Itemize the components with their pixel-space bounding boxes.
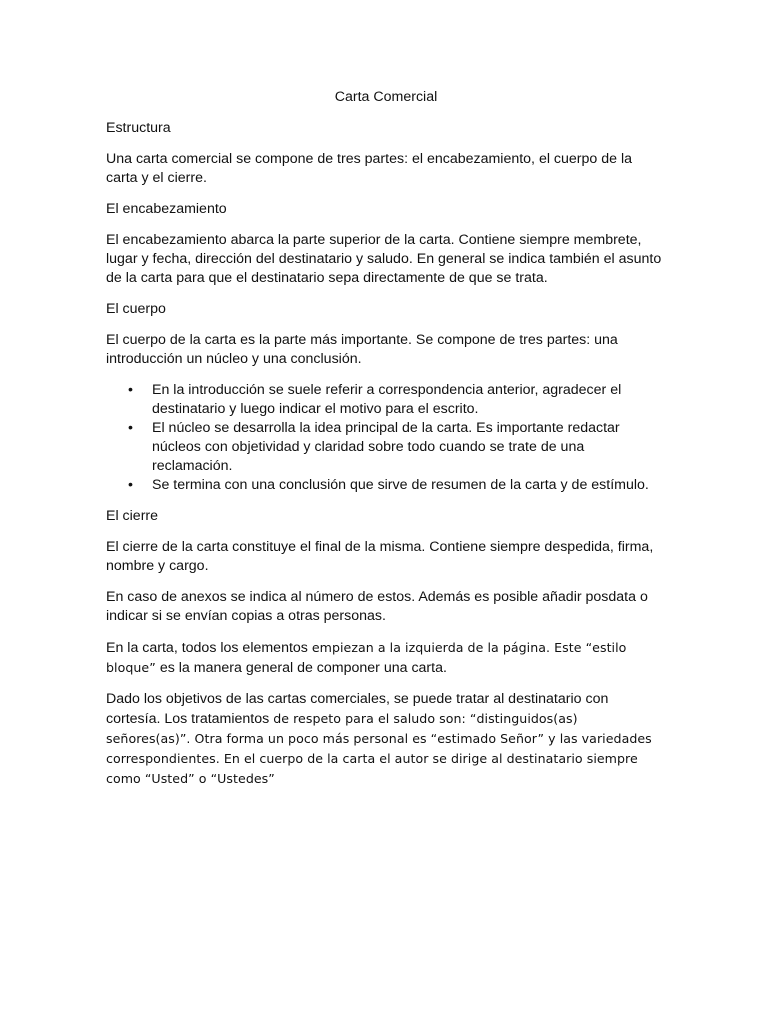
paragraph-tratamiento xyxy=(106,690,666,789)
paragraph-tratamiento-part-1: Dado los objetivos de las cartas comerciales, se puede tratar al destinatario con cortesía. Los tratamientos xyxy=(106,691,609,727)
paragraph-estilo-part-1: En la carta, todos los elementos xyxy=(106,640,312,656)
paragraph-estilo-part-2: empiezan a la izquierda de la página. Este “estilo bloque” xyxy=(106,640,627,675)
bullet-icon: • xyxy=(128,477,133,493)
paragraph-cuerpo: El cuerpo de la carta es la parte más importante. Se compone de tres partes: una introducción un núcleo y una conclusión. xyxy=(106,332,618,367)
paragraph-cierre: El cierre de la carta constituye el final de la misma. Contiene siempre despedida, firma, nombre y cargo. xyxy=(106,539,654,574)
list-item-text: El núcleo se desarrolla la idea principal de la carta. Es importante redactar núcleos con objetividad y claridad sobre todo cuando se trate de una reclamación. xyxy=(152,420,620,474)
list-item-text: En la introducción se suele referir a correspondencia anterior, agradecer el destinatario y luego indicar el motivo para el escrito. xyxy=(152,382,622,417)
heading-cuerpo: El cuerpo xyxy=(106,301,166,317)
paragraph-estructura: Una carta comercial se compone de tres partes: el encabezamiento, el cuerpo de la carta y el cierre. xyxy=(106,151,633,186)
list-item xyxy=(106,476,666,495)
bullet-icon: • xyxy=(128,420,133,436)
bullet-list xyxy=(106,381,666,495)
paragraph-encabezamiento: El encabezamiento abarca la parte superior de la carta. Contiene siempre membrete, lugar y fecha, dirección del destinatario y saludo. En general se indica también el asunto de la carta para que el destinatario sepa directamente de que se trata. xyxy=(106,232,662,286)
list-item xyxy=(106,381,666,419)
paragraph-estilo-part-3: es la manera general de componer una carta. xyxy=(159,660,447,676)
bullet-icon: • xyxy=(128,382,133,398)
heading-cierre: El cierre xyxy=(106,508,159,524)
paragraph-estilo-bloque xyxy=(106,638,666,678)
list-item-text: Se termina con una conclusión que sirve de resumen de la carta y de estímulo. xyxy=(152,477,649,493)
document-title: Carta Comercial xyxy=(334,89,438,105)
paragraph-tratamiento-part-2: de respeto para el saludo son: “distinguidos(as) señores(as)”. Otra forma un poco más personal es “estimado Señor” y las variedades correspondientes. En el cuerpo de la carta el autor se dirige al destinatario siempre como “Usted” o “Ustedes” xyxy=(106,711,652,786)
list-item xyxy=(106,419,666,476)
heading-encabezamiento: El encabezamiento xyxy=(106,201,227,217)
document-body xyxy=(106,88,666,801)
paragraph-anexos: En caso de anexos se indica al número de estos. Además es posible añadir posdata o indicar si se envían copias a otras personas. xyxy=(106,589,648,624)
heading-estructura: Estructura xyxy=(106,120,171,136)
